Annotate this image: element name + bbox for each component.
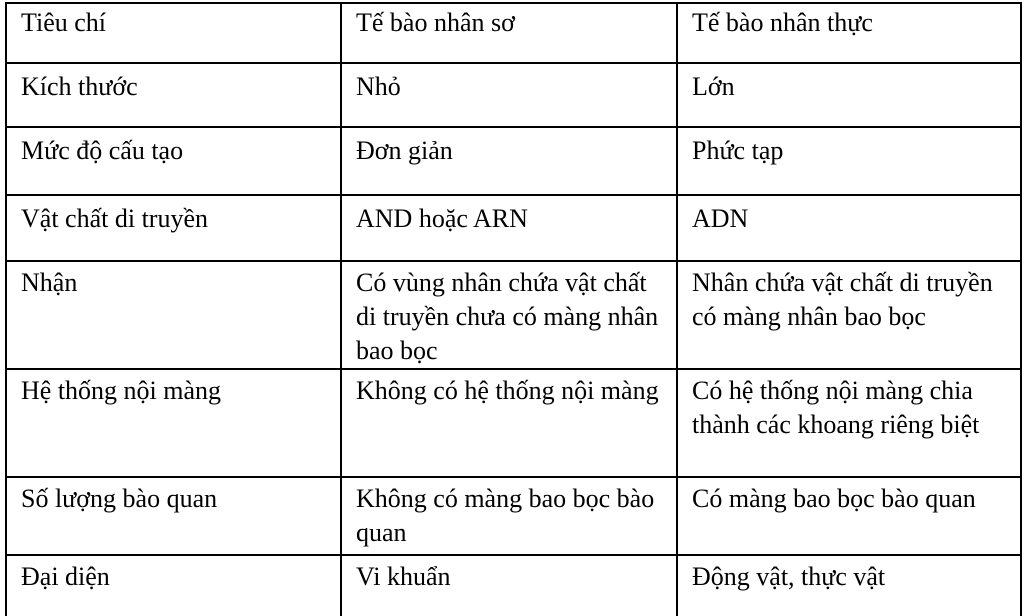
table-cell: Nhỏ (341, 63, 677, 127)
table-cell: AND hoặc ARN (341, 195, 677, 261)
table-row (6, 63, 1021, 127)
table-cell: Mức độ cấu tạo (6, 127, 341, 195)
comparison-table (5, 2, 1022, 616)
table-cell: Nhân chứa vật chất di truyền có màng nhân bao bọc (677, 261, 1021, 369)
table-cell: Hệ thống nội màng (6, 369, 341, 477)
table-cell: Đại diện (6, 555, 341, 616)
table-cell: Có màng bao bọc bào quan (677, 477, 1021, 555)
table-cell: Số lượng bào quan (6, 477, 341, 555)
header-cell-criteria: Tiêu chí (6, 3, 341, 63)
table-cell: Nhận (6, 261, 341, 369)
table-row (6, 555, 1021, 616)
header-cell-prokaryote: Tế bào nhân sơ (341, 3, 677, 63)
table-cell: ADN (677, 195, 1021, 261)
table-row (6, 127, 1021, 195)
table-cell: Phức tạp (677, 127, 1021, 195)
table-cell: Không có màng bao bọc bào quan (341, 477, 677, 555)
table-row (6, 261, 1021, 369)
table-cell: Không có hệ thống nội màng (341, 369, 677, 477)
table-cell: Vi khuẩn (341, 555, 677, 616)
table-cell: Vật chất di truyền (6, 195, 341, 261)
table-cell: Có vùng nhân chứa vật chất di truyền chưa có màng nhân bao bọc (341, 261, 677, 369)
table-row (6, 195, 1021, 261)
table-cell: Đơn giản (341, 127, 677, 195)
table-cell: Động vật, thực vật (677, 555, 1021, 616)
table-cell: Kích thước (6, 63, 341, 127)
table-header-row (6, 3, 1021, 63)
header-cell-eukaryote: Tế bào nhân thực (677, 3, 1021, 63)
table-row (6, 369, 1021, 477)
table-row (6, 477, 1021, 555)
table-cell: Lớn (677, 63, 1021, 127)
table-cell: Có hệ thống nội màng chia thành các khoang riêng biệt (677, 369, 1021, 477)
